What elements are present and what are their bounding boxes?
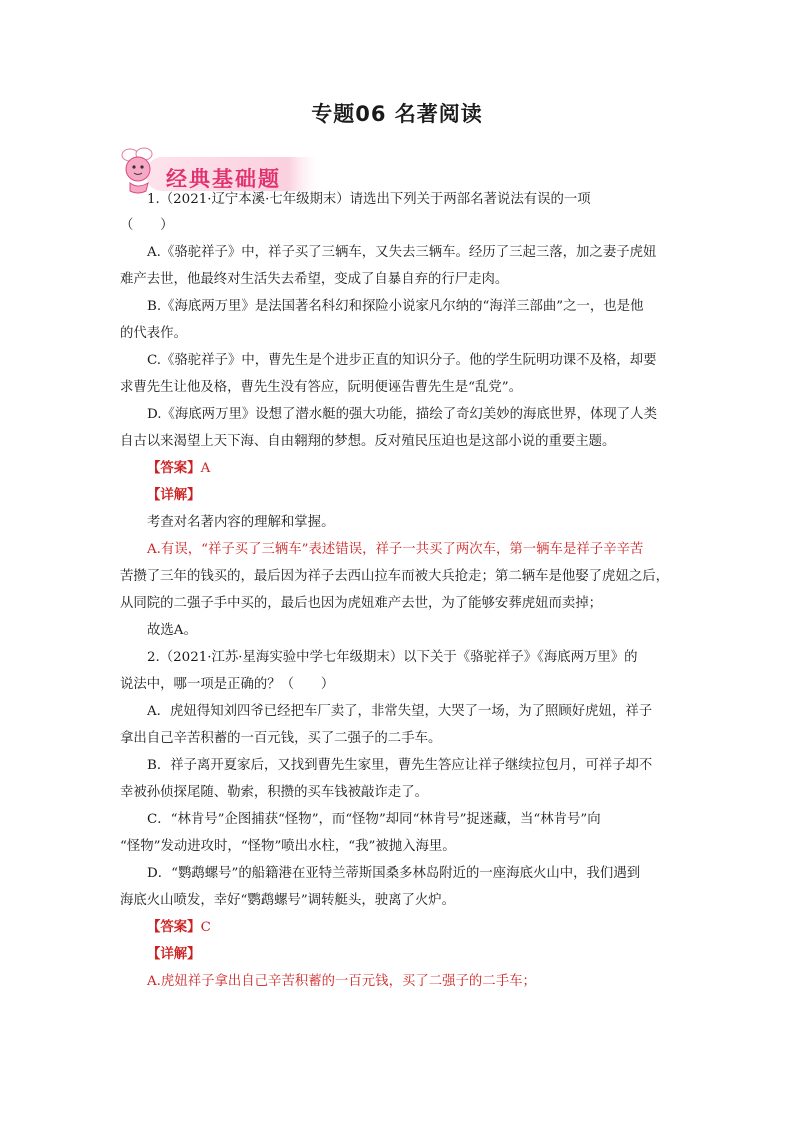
q2-detail-heading: 【详解】 [147, 947, 201, 962]
q1-stem: 1.（2021·辽宁本溪·七年级期末）请选出下列关于两部名著说法有误的一项 [147, 192, 591, 207]
page-title: 专题06 名著阅读 [311, 102, 483, 126]
q1-detail-line4: 故选A。 [147, 623, 197, 638]
q1-option-b-cont: 的代表作。 [120, 326, 187, 341]
question-list [120, 190, 680, 992]
q1-option-a-cont: 难产去世，他最终对生活失去希望，变成了自暴自弃的行尸走肉。 [120, 272, 509, 287]
q1-detail-intro: 考查对名著内容的理解和掌握。 [147, 515, 335, 530]
q1-option-c-cont: 求曹先生让他及格，曹先生没有答应，阮明便诬告曹先生是“乱党”。 [120, 380, 523, 395]
q1-option-a: A.《骆驼祥子》中，祥子买了三辆车，又失去三辆车。经历了三起三落，加之妻子虎妞 [147, 245, 657, 260]
q1-detail-heading: 【详解】 [147, 488, 201, 503]
q2-stem: 2.（2021·江苏·星海实验中学七年级期末）以下关于《骆驼祥子》《海底两万里》的 [147, 650, 638, 665]
q1-option-d-cont: 自古以来渴望上天下海、自由翱翔的梦想。反对殖民压迫也是这部小说的重要主题。 [120, 434, 616, 449]
q1-answer: 【答案】A [147, 461, 211, 476]
q2-option-c-cont: “怪物”发动进攻时，“怪物”喷出水柱，“我”被抛入海里。 [120, 839, 456, 854]
q2-option-a-cont: 拿出自己辛苦积蓄的一百元钱，买了二强子的二手车。 [120, 731, 442, 746]
q1-detail-line1: A.有误，“祥子买了三辆车”表述错误，祥子一共买了两次车，第一辆车是祥子辛辛苦 [147, 542, 644, 557]
q1-detail-line3: 从同院的二强子手中买的，最后也因为虎妞难产去世，为了能够安葬虎妞而卖掉； [120, 596, 603, 611]
q2-answer: 【答案】C [147, 920, 211, 935]
q1-detail-line2: 苦攒了三年的钱买的，最后因为祥子去西山拉车而被大兵抢走；第二辆车是他娶了虎妞之后， [120, 569, 670, 584]
q2-option-d: D．“鹦鹉螺号”的船籍港在亚特兰蒂斯国桑多林岛附近的一座海底火山中，我们遇到 [147, 866, 641, 881]
bee-icon [122, 148, 152, 193]
q2-option-b-cont: 幸被孙侦探尾随、勒索，积攒的买车钱被敲诈走了。 [120, 785, 428, 800]
section-heading: 经典基础题 [166, 167, 281, 191]
q2-detail-line1: A.虎妞祥子拿出自己辛苦积蓄的一百元钱，买了二强子的二手车； [147, 974, 536, 989]
q2-stem-cont: 说法中，哪一项是正确的？（ ） [120, 677, 335, 692]
q1-option-c: C.《骆驼祥子》中，曹先生是个进步正直的知识分子。他的学生阮明功课不及格，却要 [147, 353, 657, 368]
q1-paren: （ ） [120, 218, 174, 233]
q1-option-b: B.《海底两万里》是法国著名科幻和探险小说家凡尔纳的“海洋三部曲”之一，也是他 [147, 299, 644, 314]
q2-option-c: C．“林肯号”企图捕获“怪物”，而“怪物”却同“林肯号”捉迷藏，当“林肯号”向 [147, 812, 601, 827]
q2-option-d-cont: 海底火山喷发，幸好“鹦鹉螺号”调转艇头，驶离了火炉。 [120, 893, 456, 908]
q2-option-a: A．虎妞得知刘四爷已经把车厂卖了，非常失望，大哭了一场，为了照顾好虎妞，祥子 [147, 704, 653, 719]
q1-option-d: D.《海底两万里》设想了潜水艇的强大功能，描绘了奇幻美妙的海底世界，体现了人类 [147, 407, 657, 422]
q2-option-b: B．祥子离开夏家后，又找到曹先生家里，曹先生答应让祥子继续拉包月，可祥子却不 [147, 758, 653, 773]
